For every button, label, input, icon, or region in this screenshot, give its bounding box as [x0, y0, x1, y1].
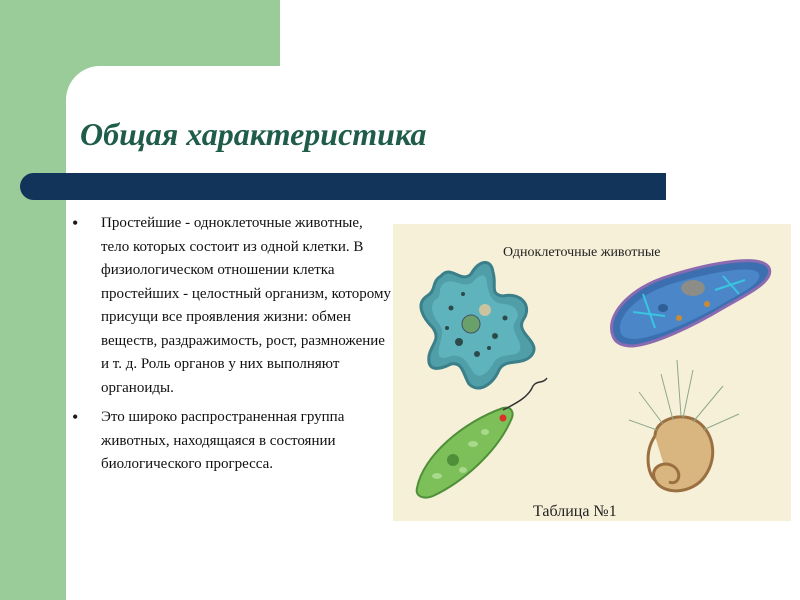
protozoa-illustration: [393, 224, 791, 521]
illustration-caption-bottom: Таблица №1: [533, 503, 617, 520]
bullet-dot: •: [72, 213, 79, 233]
illustration-caption-top: Одноклеточные животные: [503, 245, 661, 260]
bullet-text: Простейшие - одноклеточные животные, тело которых состоит из одной клетки. В физиологическом отношении клетка простейших - целостный организм, которому присущи все проявления жизни: обмен веществ, раздражимость, рост, размножение и т. д. Роль органов у них выполняют органоиды.: [101, 215, 391, 396]
bullet-list: [72, 212, 392, 483]
title-underline-bar: [20, 173, 666, 200]
bullet-text: Это широко распространенная группа животных, находящаяся в состоянии биологического прогресса.: [101, 409, 345, 472]
bullet-item: [72, 406, 392, 477]
slide-title: Общая характеристика: [80, 116, 427, 152]
bullet-item: [72, 212, 392, 400]
bullet-dot: •: [72, 407, 79, 427]
